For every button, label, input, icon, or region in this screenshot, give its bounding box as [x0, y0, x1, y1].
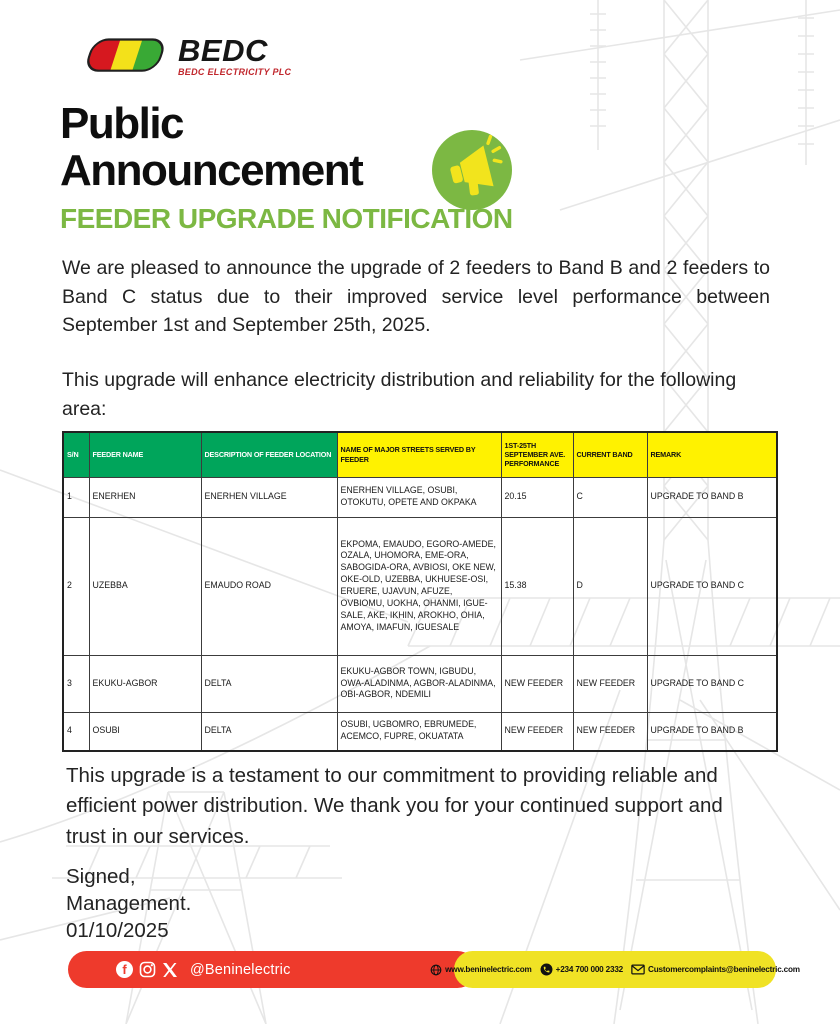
area-paragraph: This upgrade will enhance electricity distribution and reliability for the following area: [62, 369, 737, 420]
cell-performance: 20.15 [501, 477, 573, 517]
cell-feeder-name: ENERHEN [89, 477, 201, 517]
col-header-remark: REMARK [647, 432, 777, 477]
cell-remark: UPGRADE TO BAND B [647, 477, 777, 517]
page-title [60, 100, 362, 194]
cell-performance: 15.38 [501, 517, 573, 655]
table-row [63, 517, 777, 655]
bedc-logo [66, 34, 291, 78]
cell-feeder-name: OSUBI [89, 712, 201, 751]
cell-feeder-name: EKUKU-AGBOR [89, 655, 201, 712]
cell-remark: UPGRADE TO BAND B [647, 712, 777, 751]
title-line-1: Public [60, 99, 184, 148]
logo-brand-text: BEDC [178, 33, 268, 68]
cell-performance: NEW FEEDER [501, 712, 573, 751]
cell-sn: 2 [63, 517, 89, 655]
cell-remark: UPGRADE TO BAND C [647, 517, 777, 655]
signature-date: 01/10/2025 [66, 919, 169, 943]
bedc-flag-icon [66, 34, 182, 78]
table-row [63, 477, 777, 517]
cell-streets: EKUKU-AGBOR TOWN, IGBUDU, OWA-ALADINMA, AGBOR-ALADINMA, OBI-AGBOR, NDEMILI [337, 655, 501, 712]
website-text: www.beninelectric.com [445, 965, 532, 974]
cell-current-band: C [573, 477, 647, 517]
phone-icon [540, 963, 553, 976]
cell-sn: 4 [63, 712, 89, 751]
footer-contact-pill [445, 951, 800, 988]
col-header-location: DESCRIPTION OF FEEDER LOCATION [201, 432, 337, 477]
cell-location: EMAUDO ROAD [201, 517, 337, 655]
phone-item [540, 963, 623, 976]
email-item [631, 964, 800, 975]
social-handle-text: @Beninelectric [190, 961, 291, 978]
signature-name: Management. [66, 892, 192, 916]
logo-tagline-text: BEDC ELECTRICITY PLC [178, 67, 292, 77]
table-row [63, 712, 777, 751]
cell-performance: NEW FEEDER [501, 655, 573, 712]
col-header-sn: S/N [63, 432, 89, 477]
title-line-2: Announcement [60, 146, 363, 195]
phone-text: +234 700 000 2332 [555, 965, 624, 974]
cell-feeder-name: UZEBBA [89, 517, 201, 655]
megaphone-badge [432, 130, 512, 210]
envelope-icon [631, 964, 645, 975]
closing-paragraph: This upgrade is a testament to our commitment to providing reliable and efficient power distribution. We thank you for your continued support and trust in our services. [66, 764, 723, 848]
intro-paragraph: We are pleased to announce the upgrade of 2 feeders to Band B and 2 feeders to Band C status due to their improved service level performance between September 1st and September 25th, 2025. [62, 257, 770, 337]
col-header-streets: NAME OF MAJOR STREETS SERVED BY FEEDER [337, 432, 501, 477]
cell-current-band: NEW FEEDER [573, 655, 647, 712]
cell-current-band: NEW FEEDER [573, 712, 647, 751]
footer-contact-bar [68, 951, 800, 988]
col-header-feeder-name: FEEDER NAME [89, 432, 201, 477]
website-item [430, 964, 532, 976]
cell-remark: UPGRADE TO BAND C [647, 655, 777, 712]
cell-sn: 3 [63, 655, 89, 712]
cell-current-band: D [573, 517, 647, 655]
cell-location: DELTA [201, 712, 337, 751]
feeder-upgrade-table [62, 431, 778, 752]
megaphone-icon [432, 130, 512, 210]
table-row [63, 655, 777, 712]
cell-streets: EKPOMA, EMAUDO, EGORO-AMEDE, OZALA, UHOMORA, EME-ORA, SABOGIDA-ORA, AVBIOSI, OKE NEW, OKE-OLD, UZEBBA, UKHUESE-OSI, ERUERE, UJAVUN, AFUZE, OVBIOMU, UOKHA, OHANMI, IGUE-SALE, AKE, IKHIN, AROKHO, OHIA, AMOYA, IMAFUN, IGUESALE [337, 517, 501, 655]
cell-sn: 1 [63, 477, 89, 517]
signature-signed: Signed, [66, 865, 136, 888]
cell-streets: OSUBI, UGBOMRO, EBRUMEDE, ACEMCO, FUPRE, OKUATATA [337, 712, 501, 751]
col-header-performance: 1ST-25TH SEPTEMBER AVE. PERFORMANCE [501, 432, 573, 477]
cell-location: DELTA [201, 655, 337, 712]
x-twitter-icon [162, 962, 178, 978]
footer-social-pill [68, 951, 476, 988]
cell-streets: ENERHEN VILLAGE, OSUBI, OTOKUTU, OPETE AND OKPAKA [337, 477, 501, 517]
globe-icon [430, 964, 442, 976]
table-header-row [63, 432, 777, 477]
email-text: Customercomplaints@beninelectric.com [648, 965, 800, 974]
subtitle-feeder-upgrade: FEEDER UPGRADE NOTIFICATION [60, 203, 513, 234]
instagram-icon [139, 961, 156, 978]
col-header-current-band: CURRENT BAND [573, 432, 647, 477]
cell-location: ENERHEN VILLAGE [201, 477, 337, 517]
signature-block [66, 863, 191, 944]
facebook-icon: f [116, 961, 133, 978]
